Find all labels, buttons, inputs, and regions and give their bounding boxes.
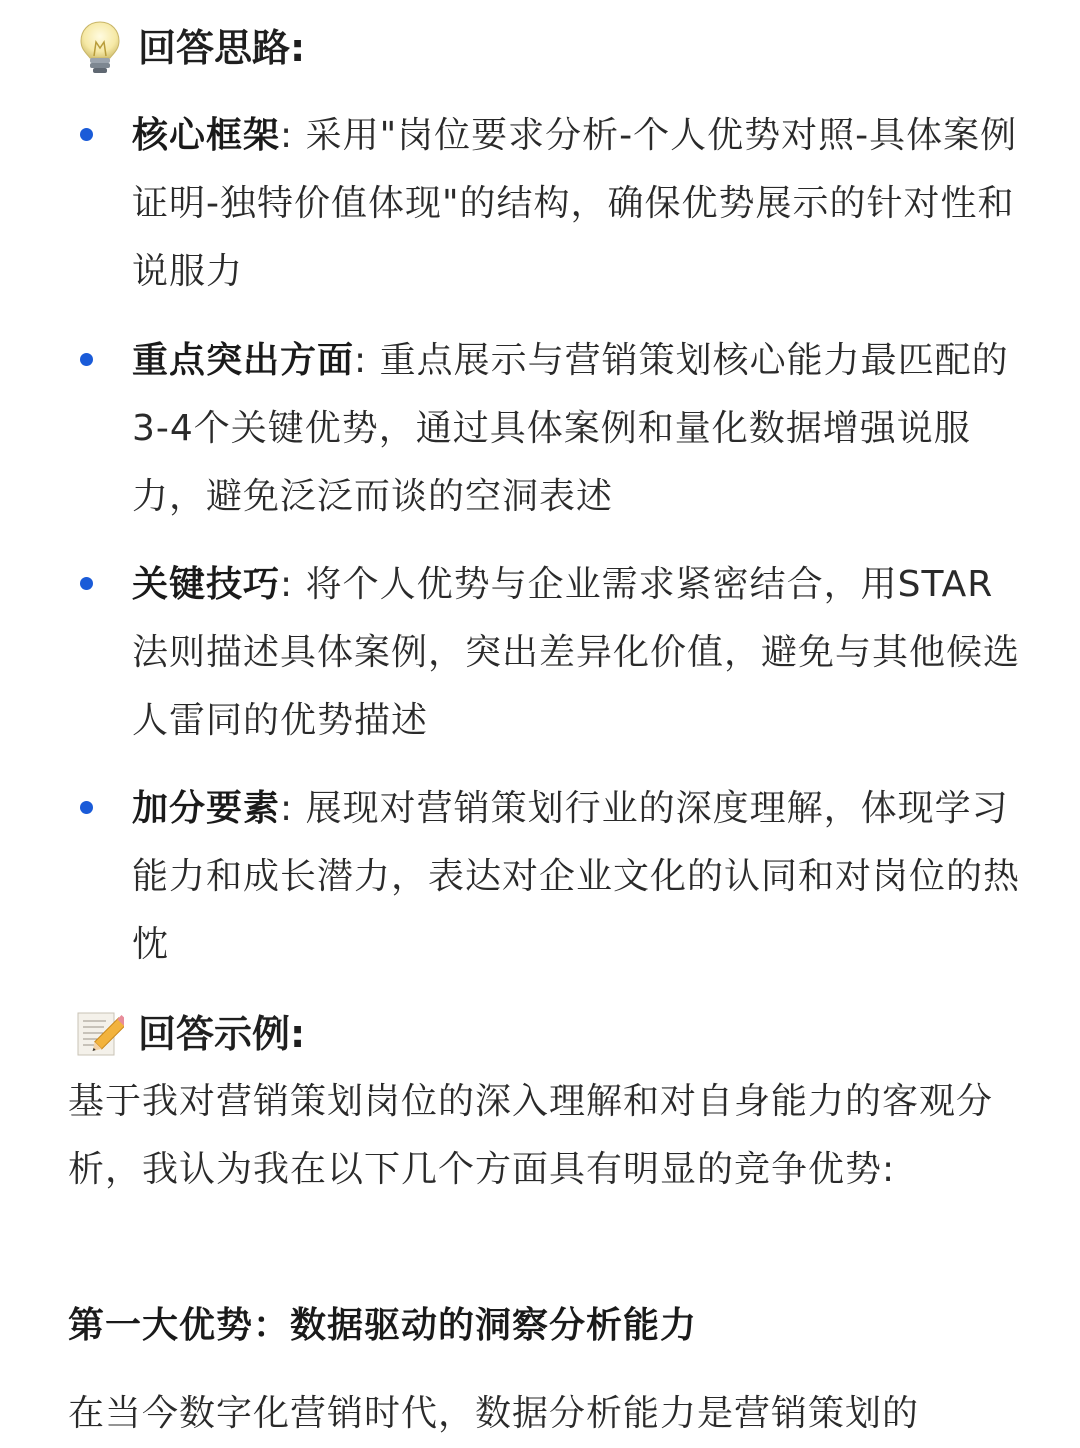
- lightbulb-icon: [76, 20, 124, 76]
- bullet-item-key-skills: [132, 551, 1022, 755]
- bullet-term: 关键技巧: [132, 564, 281, 605]
- bullet-dot: [80, 353, 93, 366]
- bullet-item-key-focus: [132, 327, 1022, 531]
- bullet-term: 核心框架: [132, 115, 281, 156]
- advantage-heading: 第一大优势：数据驱动的洞察分析能力: [68, 1305, 698, 1346]
- advantage-paragraph: 在当今数字化营销时代，数据分析能力是营销策划的: [68, 1393, 920, 1434]
- bullet-text: 重点展示与营销策划核心能力最匹配的3-4个关键优势，通过具体案例和量化数据增强说服力，避免泛泛而谈的空洞表述: [132, 340, 1009, 517]
- bullet-text: 采用"岗位要求分析-个人优势对照-具体案例证明-独特价值体现"的结构，确保优势展示的针对性和说服力: [132, 115, 1018, 292]
- bullet-sep: :: [280, 115, 294, 156]
- bullet-sep: :: [354, 340, 368, 381]
- bullet-item-bonus: [132, 775, 1022, 979]
- bullet-dot: [80, 801, 93, 814]
- section-heading-label: 回答思路:: [138, 26, 306, 70]
- bullet-item-core-framework: [132, 102, 1022, 306]
- bullet-text: 展现对营销策划行业的深度理解，体现学习能力和成长潜力，表达对企业文化的认同和对岗位的热忱: [132, 788, 1021, 965]
- section-heading-label: 回答示例:: [138, 1012, 306, 1056]
- bullet-term: 加分要素: [132, 788, 281, 829]
- section-heading-example: [76, 1004, 305, 1064]
- bullet-text: 将个人优势与企业需求紧密结合，用STAR法则描述具体案例，突出差异化价值，避免与其他候选人雷同的优势描述: [132, 564, 1021, 741]
- bullet-dot: [80, 128, 93, 141]
- bullet-sep: :: [280, 564, 294, 605]
- bullet-term: 重点突出方面: [132, 340, 355, 381]
- section-heading-approach: [76, 18, 305, 78]
- bullet-dot: [80, 577, 93, 590]
- memo-pencil-icon: [76, 1006, 124, 1062]
- bullet-sep: :: [280, 788, 294, 829]
- intro-paragraph: 基于我对营销策划岗位的深入理解和对自身能力的客观分析，我认为我在以下几个方面具有明显的竞争优势:: [68, 1081, 994, 1190]
